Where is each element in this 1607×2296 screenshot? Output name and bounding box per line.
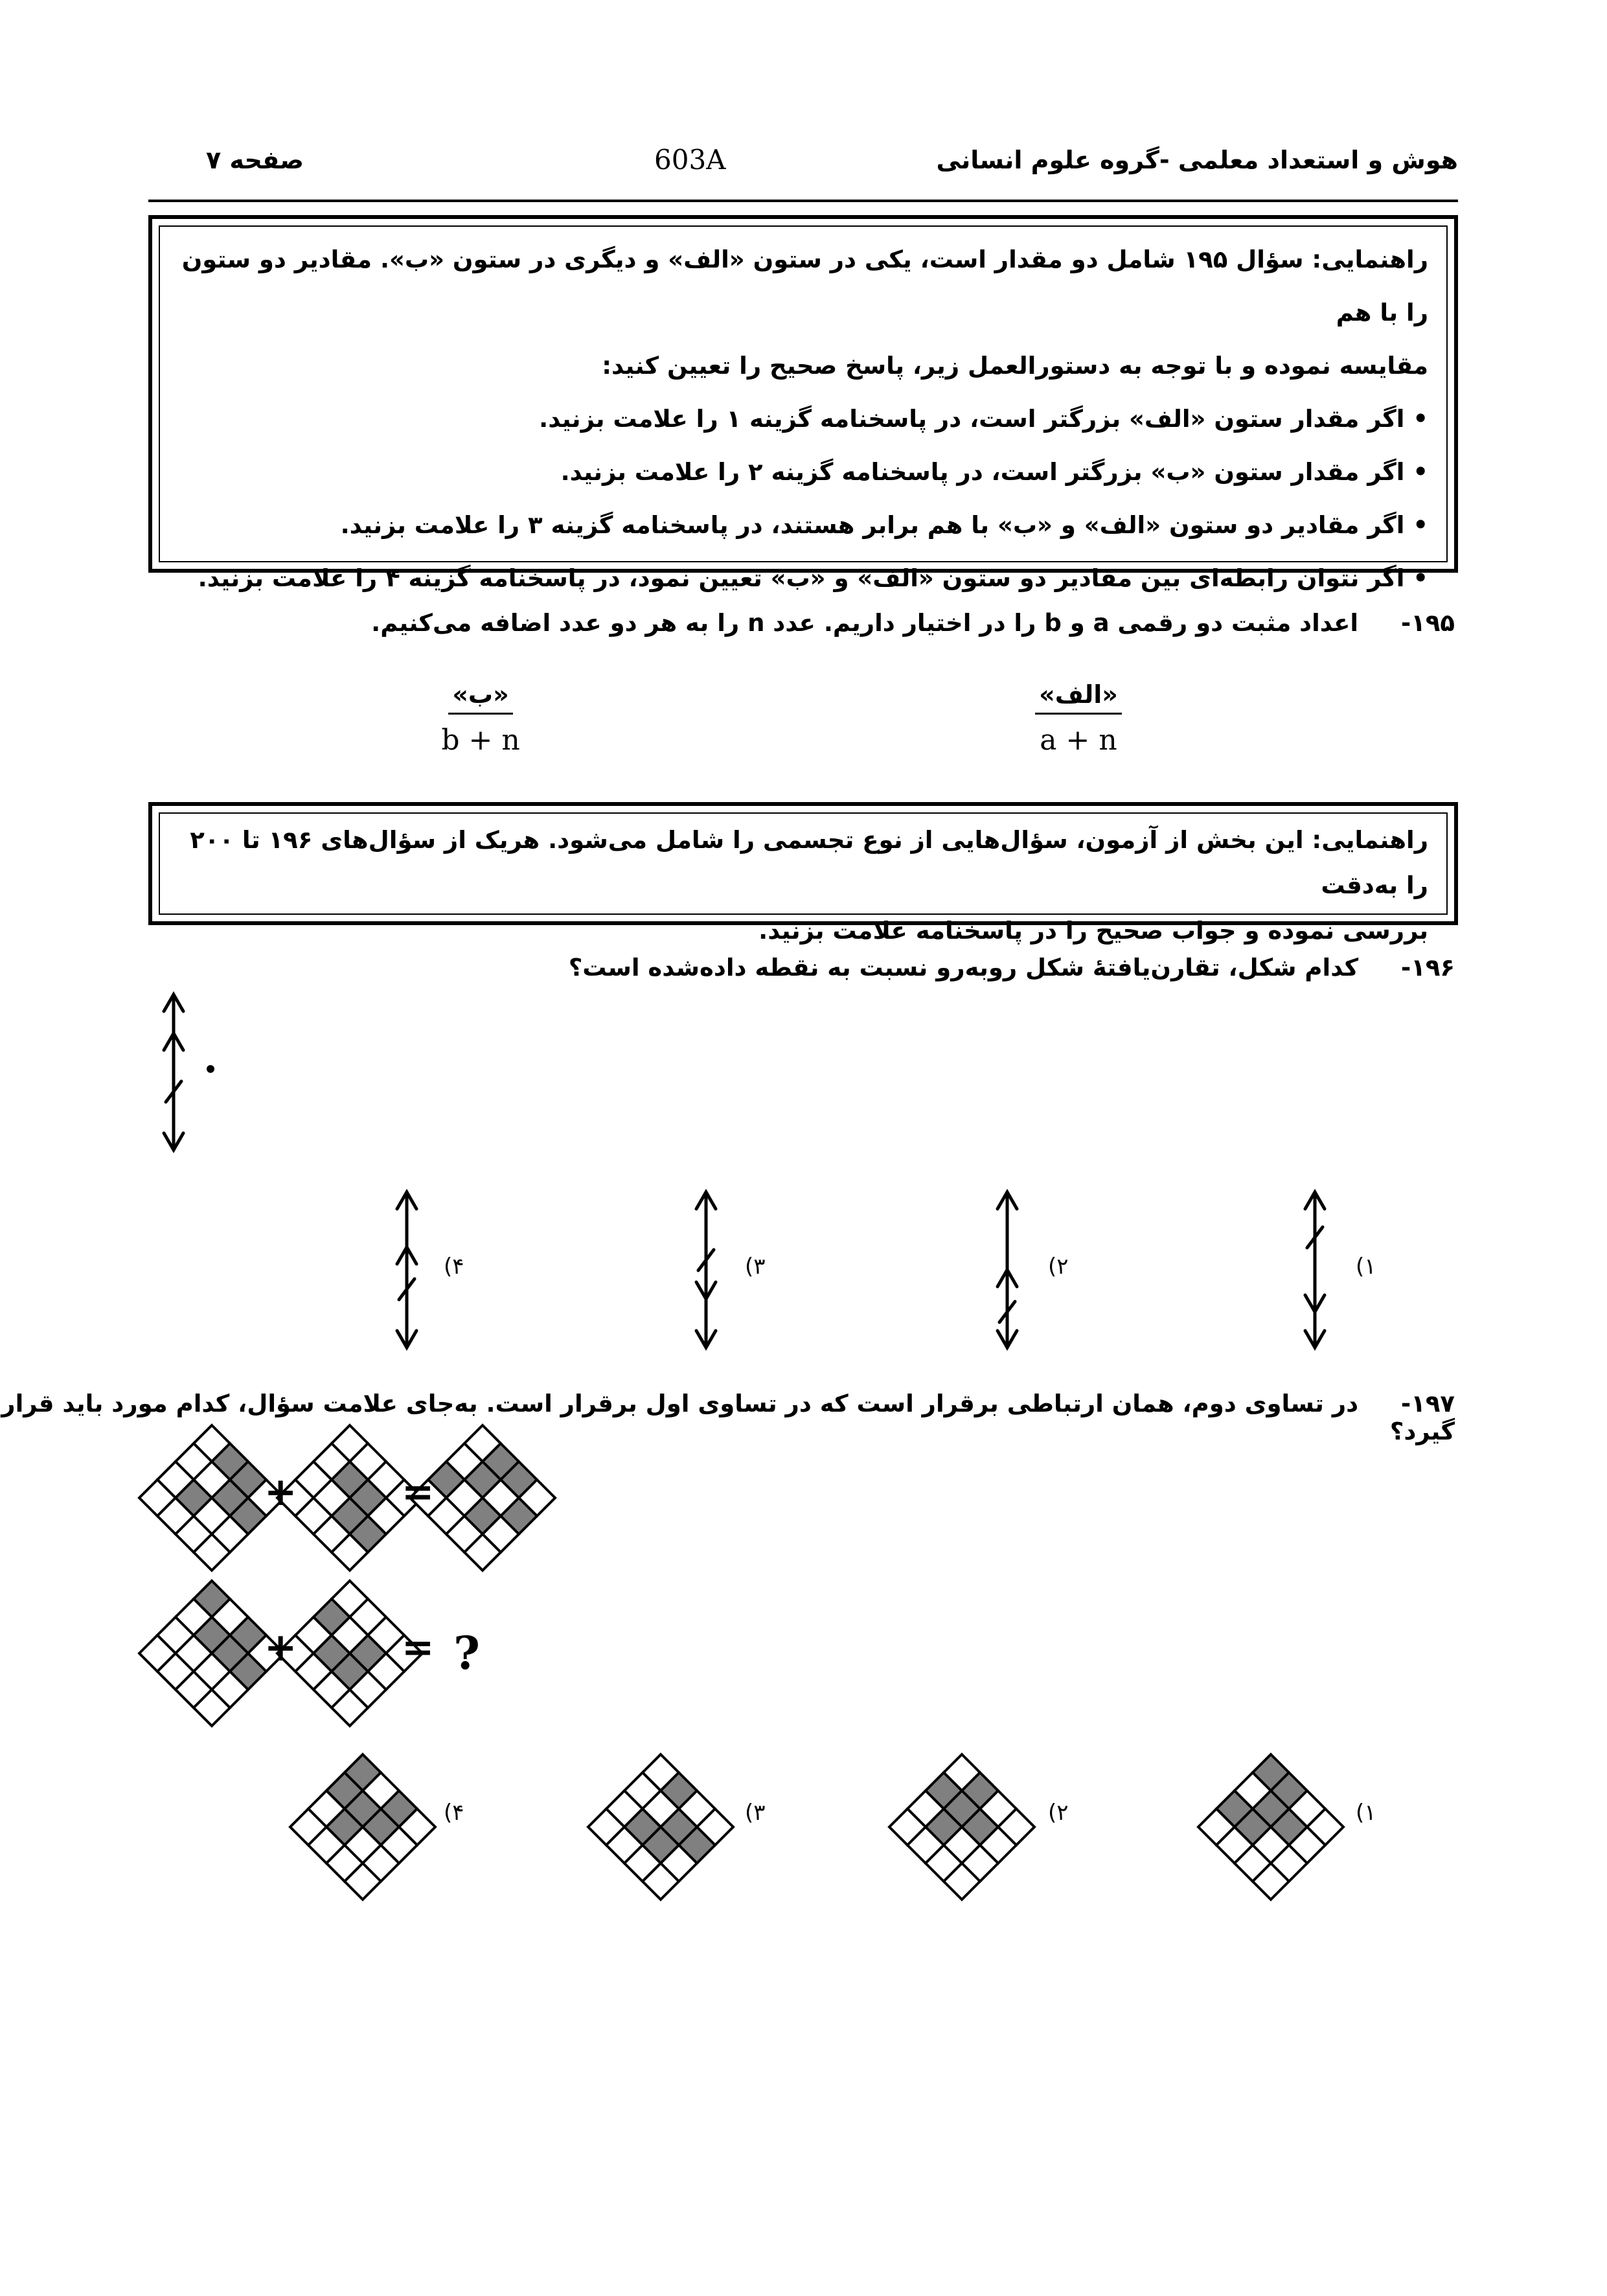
option-196-3-label[interactable]: ۳) xyxy=(745,1254,766,1280)
option-196-1-label[interactable]: ۱) xyxy=(1356,1254,1376,1280)
instruction-line: راهنمایی: این بخش از آزمون، سؤال‌هایی از نوع تجسمی را شامل می‌شود. هریک از سؤال‌های ۱۹۶ تا ۲۰۰ را به‌دقت xyxy=(190,826,1428,899)
question-text: کدام شکل، تقارن‌یافتهٔ شکل روبه‌رو نسبت به نقطه داده‌شده است؟ xyxy=(568,954,1359,982)
pattern-tile-5 xyxy=(277,1581,422,1726)
instruction-line: بررسی نموده و جواب صحیح را در پاسخنامه علامت بزنید. xyxy=(758,917,1428,945)
question-text: در تساوی دوم، همان ارتباطی برقرار است که در تساوی اول برقرار است. به‌جای علامت سؤال، کدام مورد باید قرار گیرد؟ xyxy=(1,1390,1455,1445)
option-197-3-label[interactable]: ۳) xyxy=(745,1800,766,1826)
pattern-tile-4 xyxy=(139,1581,284,1726)
instruction-line: راهنمایی: سؤال ۱۹۵ شامل دو مقدار است، یکی در ستون «الف» و دیگری در ستون «ب». مقادیر دو ستون را با هم xyxy=(181,246,1428,327)
plus-sign-1: + xyxy=(264,1469,297,1515)
instruction-line: • اگر مقدار ستون «ب» بزرگتر است، در پاسخنامه گزینه ۲ را علامت بزنید. xyxy=(560,458,1428,486)
column-a-value: a + n xyxy=(1040,724,1117,757)
question-197 xyxy=(0,1390,1455,1445)
equals-sign-2: = xyxy=(402,1625,435,1670)
option-196-4-figure xyxy=(397,1192,416,1348)
instruction-line: • اگر مقدار ستون «الف» بزرگتر است، در پاسخنامه گزینه ۱ را علامت بزنید. xyxy=(539,405,1428,433)
column-a-label: «الف» xyxy=(1035,680,1122,715)
option-196-2-figure xyxy=(997,1192,1017,1348)
instruction-line: • اگر مقادیر دو ستون «الف» و «ب» با هم برابر هستند، در پاسخنامه گزینه ۳ را علامت بزنید. xyxy=(340,511,1428,539)
instruction-line: • اگر نتوان رابطه‌ای بین مقادیر دو ستون «الف» و «ب» تعیین نمود، در پاسخنامه گزینه ۴ را علامت بزنید. xyxy=(198,564,1428,592)
option-197-3-figure xyxy=(588,1754,733,1900)
option-197-4-label[interactable]: ۴) xyxy=(444,1800,464,1826)
instruction-line: مقایسه نموده و با توجه به دستورالعمل زیر، پاسخ صحیح را تعیین کنید: xyxy=(602,352,1428,380)
page-number: صفحه ۷ xyxy=(206,146,304,174)
column-b-label: «ب» xyxy=(448,680,512,715)
option-197-2-figure xyxy=(889,1754,1034,1900)
pattern-tile-1 xyxy=(139,1425,284,1570)
option-196-2-label[interactable]: ۲) xyxy=(1048,1254,1069,1280)
question-number: ۱۹۷- xyxy=(1400,1390,1455,1418)
question-number: ۱۹۶- xyxy=(1400,954,1455,982)
plus-sign-2: + xyxy=(264,1625,297,1670)
pattern-tile-2 xyxy=(277,1425,422,1570)
exam-title: هوش و استعداد معلمی -گروه علوم انسانی xyxy=(936,146,1458,174)
option-196-4-label[interactable]: ۴) xyxy=(444,1254,464,1280)
column-b-value: b + n xyxy=(441,724,520,757)
option-197-1-label[interactable]: ۱) xyxy=(1356,1800,1376,1826)
question-text: اعداد مثبت دو رقمی a و b را در اختیار داریم. عدد n را به هر دو عدد اضافه می‌کنیم. xyxy=(371,609,1359,637)
equals-sign-1: = xyxy=(402,1469,435,1515)
option-197-2-label[interactable]: ۲) xyxy=(1048,1800,1069,1826)
option-197-1-figure xyxy=(1198,1754,1343,1900)
question-mark: ? xyxy=(453,1626,481,1680)
given-arrow-figure xyxy=(164,994,183,1150)
option-196-3-figure xyxy=(696,1192,716,1348)
booklet-code: 603A xyxy=(654,144,726,176)
option-196-1-figure xyxy=(1305,1192,1325,1348)
symmetry-point xyxy=(207,1065,214,1073)
question-number: ۱۹۵- xyxy=(1400,609,1455,637)
option-197-4-figure xyxy=(290,1754,435,1900)
